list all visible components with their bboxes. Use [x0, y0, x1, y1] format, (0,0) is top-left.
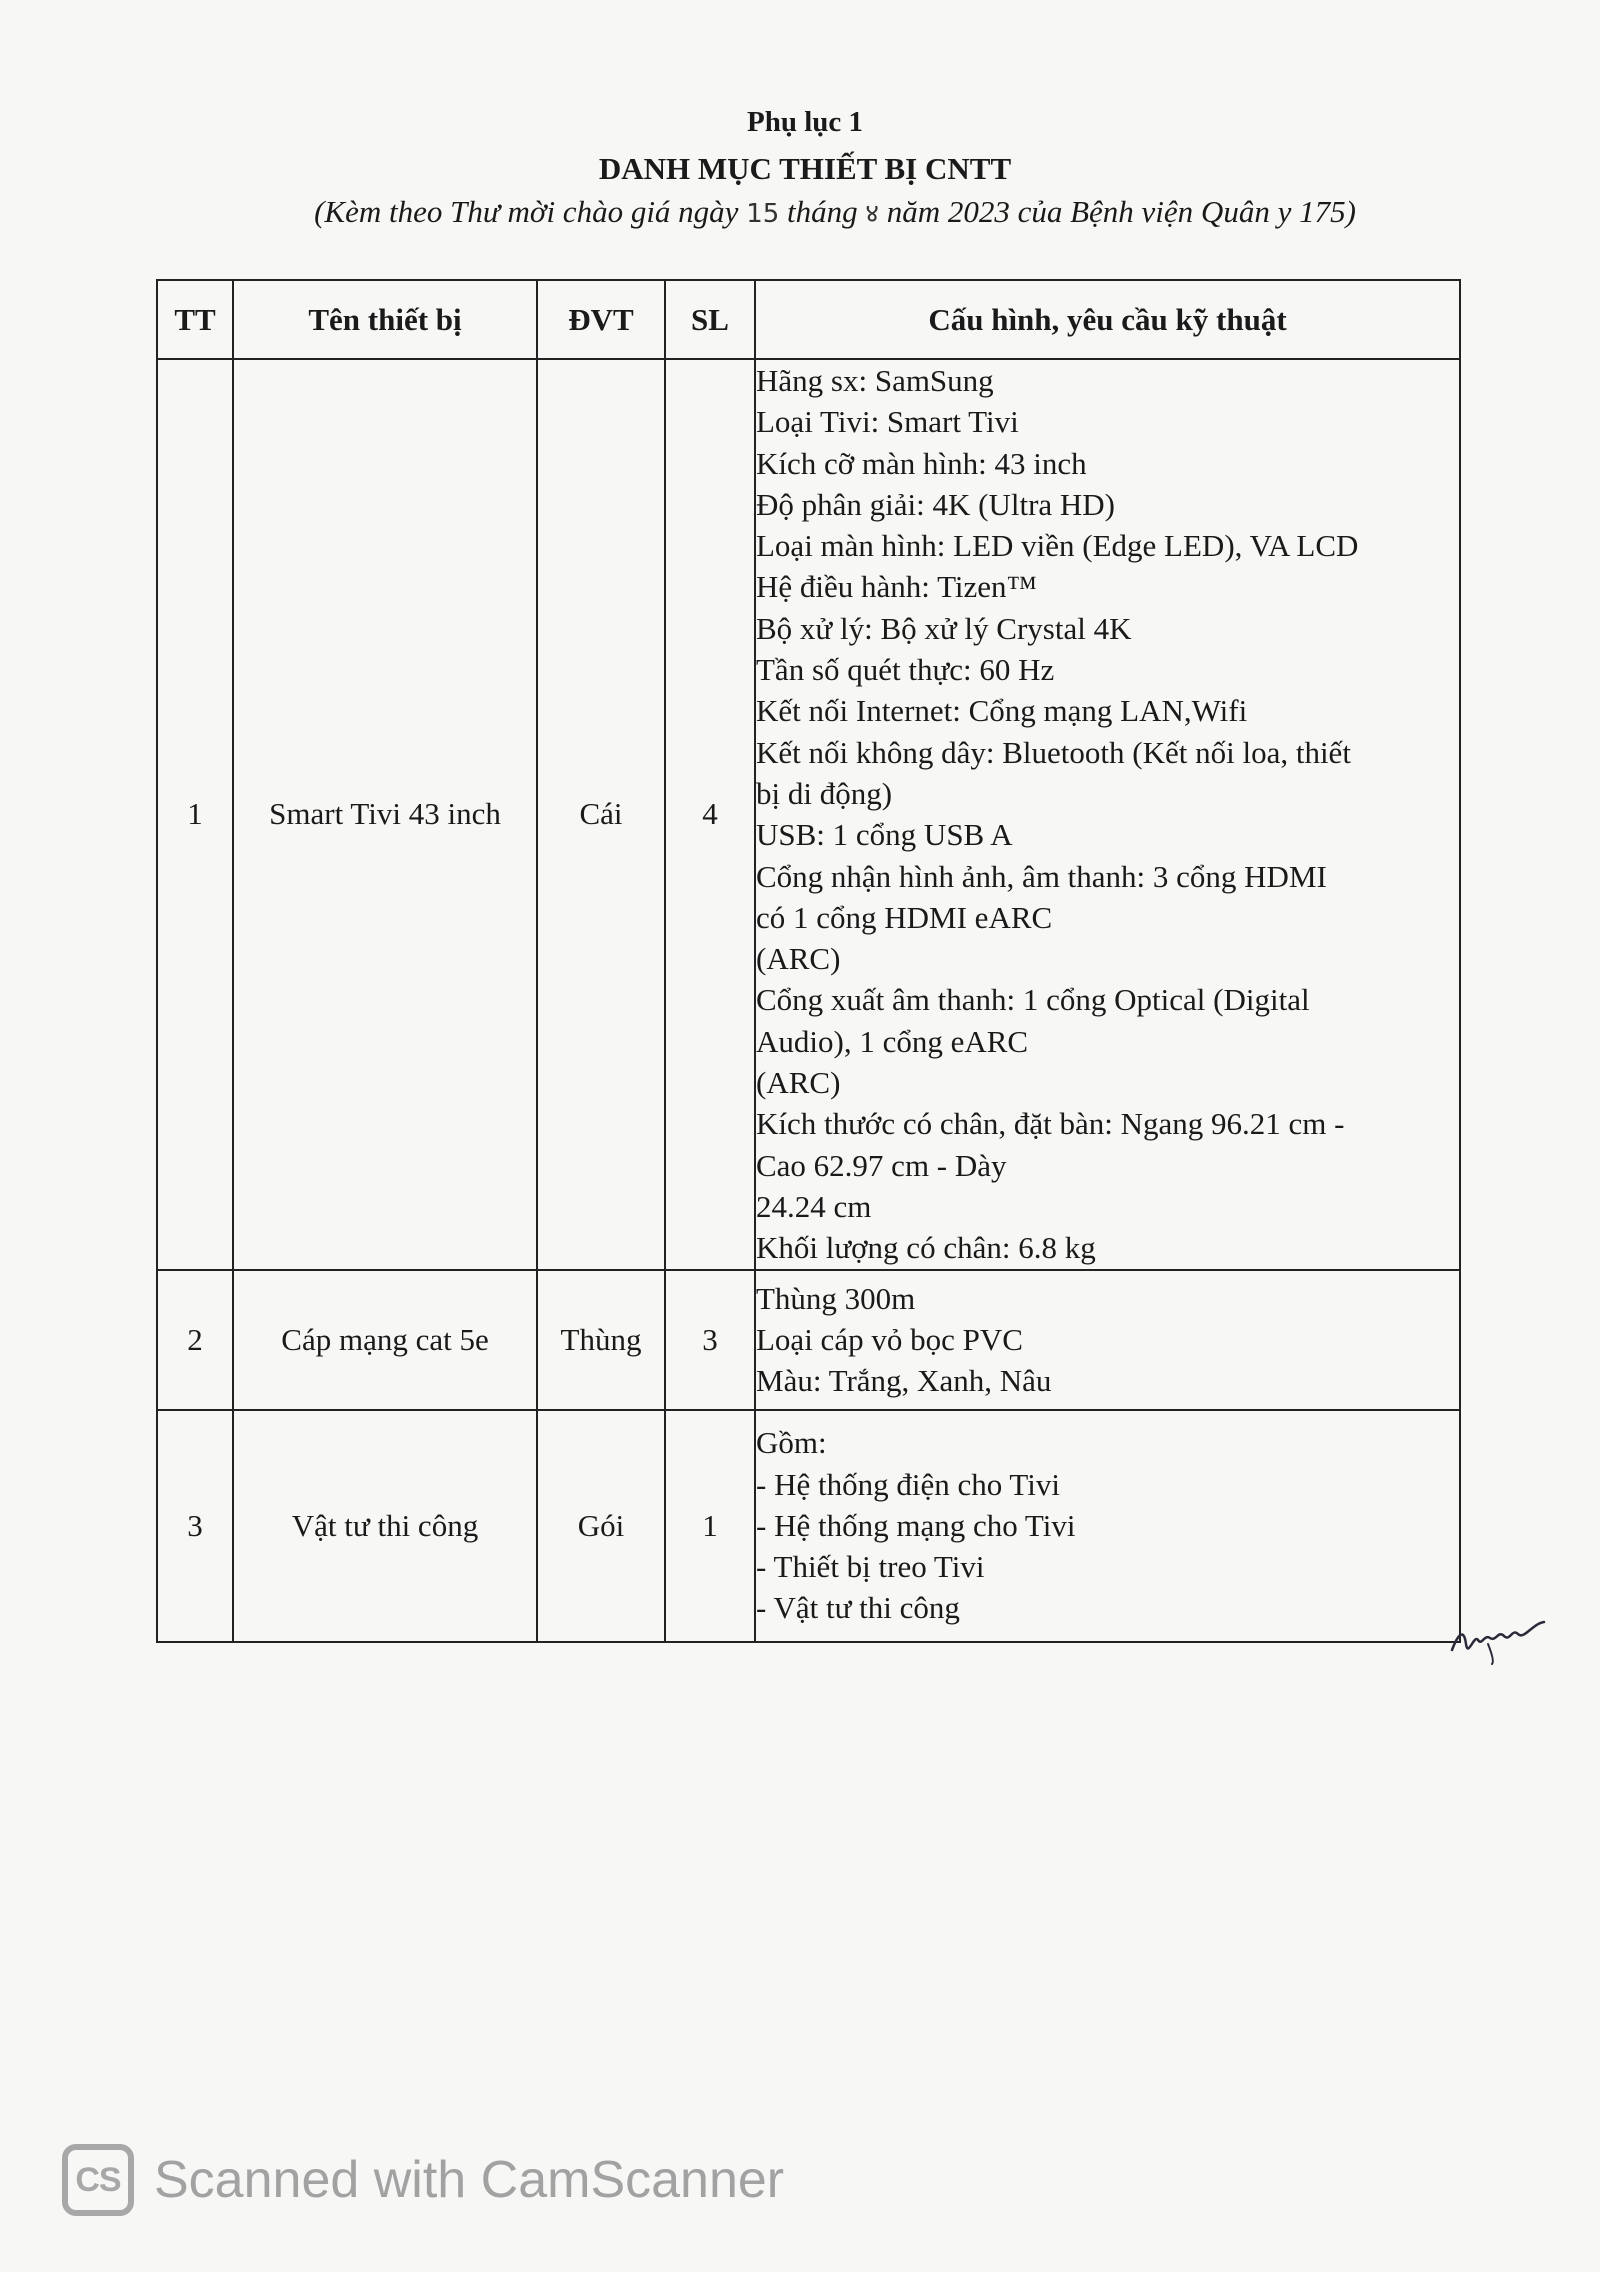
spec-line: Gồm:	[756, 1425, 827, 1461]
row-device-name: Smart Tivi 43 inch	[233, 359, 537, 1270]
table-row	[157, 1410, 1460, 1642]
appendix-label: Phụ lục 1	[746, 106, 864, 138]
row-device-name: Cáp mạng cat 5e	[233, 1270, 537, 1410]
document-subtitle	[35, 196, 1600, 227]
column-header-qty: SL	[665, 280, 755, 359]
handwritten-day: 15	[746, 199, 780, 229]
spec-line: USB: 1 cổng USB A	[756, 817, 1013, 853]
scanner-watermark	[62, 2144, 784, 2216]
row-tt: 3	[157, 1410, 233, 1642]
row-qty: 1	[665, 1410, 755, 1642]
spec-line: (ARC)	[756, 1065, 841, 1101]
spec-line: - Vật tư thi công	[756, 1590, 960, 1626]
row-qty: 4	[665, 359, 755, 1270]
spec-line: Tần số quét thực: 60 Hz	[756, 652, 1055, 688]
row-spec	[755, 1410, 1460, 1642]
subtitle-open-paren: (	[314, 194, 325, 229]
spec-line: Loại màn hình: LED viền (Edge LED), VA LCD	[756, 528, 1359, 564]
spec-line: Kết nối không dây: Bluetooth (Kết nối loa, thiết	[756, 734, 1351, 770]
row-tt: 2	[157, 1270, 233, 1410]
table-row	[157, 1270, 1460, 1410]
spec-line: 24.24 cm	[756, 1188, 872, 1224]
spec-line: - Thiết bị treo Tivi	[756, 1549, 985, 1585]
spec-line: Bộ xử lý: Bộ xử lý Crystal 4K	[756, 610, 1132, 646]
spec-line: Kết nối Internet: Cổng mạng LAN,Wifi	[756, 693, 1248, 729]
spec-line: Màu: Trắng, Xanh, Nâu	[756, 1363, 1052, 1399]
spec-line: Loại cáp vỏ bọc PVC	[756, 1321, 1023, 1357]
spec-line: bị di động)	[756, 775, 893, 811]
spec-line: Thùng 300m	[756, 1280, 916, 1316]
row-unit: Gói	[537, 1410, 665, 1642]
subtitle-part2: tháng	[787, 194, 858, 229]
row-tt: 1	[157, 359, 233, 1270]
subtitle-part1: Kèm theo Thư mời chào giá ngày	[324, 194, 739, 229]
row-unit: Thùng	[537, 1270, 665, 1410]
spec-line: Cao 62.97 cm - Dày	[756, 1147, 1007, 1183]
column-header-tt: TT	[157, 280, 233, 359]
spec-line: - Hệ thống điện cho Tivi	[756, 1466, 1060, 1502]
column-header-name: Tên thiết bị	[233, 280, 537, 359]
scanner-text: Scanned with CamScanner	[154, 2151, 785, 2209]
spec-line: Khối lượng có chân: 6.8 kg	[756, 1230, 1096, 1266]
signature-mark	[1448, 1614, 1548, 1666]
column-header-spec: Cấu hình, yêu cầu kỹ thuật	[755, 280, 1460, 359]
row-spec	[755, 1270, 1460, 1410]
table-header-row	[157, 280, 1460, 359]
row-spec	[755, 359, 1460, 1270]
row-qty: 3	[665, 1270, 755, 1410]
spec-line: (ARC)	[756, 941, 841, 977]
spec-line: Hãng sx: SamSung	[756, 363, 994, 398]
spec-line: Cổng xuất âm thanh: 1 cổng Optical (Digital	[756, 982, 1310, 1018]
equipment-table	[156, 279, 1461, 1643]
row-unit: Cái	[537, 359, 665, 1270]
camscanner-logo: CS	[62, 2144, 134, 2216]
spec-line: có 1 cổng HDMI eARC	[756, 899, 1053, 935]
document-title: DANH MỤC THIẾT BỊ CNTT	[598, 151, 1012, 186]
spec-line: Loại Tivi: Smart Tivi	[756, 404, 1019, 440]
column-header-unit: ĐVT	[537, 280, 665, 359]
spec-line: Hệ điều hành: Tizen™	[756, 569, 1037, 605]
spec-line: Audio), 1 cổng eARC	[756, 1023, 1029, 1059]
spec-line: - Hệ thống mạng cho Tivi	[756, 1507, 1076, 1543]
spec-line: Kích thước có chân, đặt bàn: Ngang 96.21 cm -	[756, 1106, 1345, 1142]
handwritten-month: ४	[865, 199, 879, 229]
spec-line: Cổng nhận hình ảnh, âm thanh: 3 cổng HDMI	[756, 858, 1327, 894]
spec-line: Độ phân giải: 4K (Ultra HD)	[756, 486, 1115, 522]
row-device-name: Vật tư thi công	[233, 1410, 537, 1642]
subtitle-part3: năm 2023 của Bệnh viện Quân y 175)	[886, 194, 1356, 229]
table-row	[157, 359, 1460, 1270]
spec-line: Kích cỡ màn hình: 43 inch	[756, 445, 1087, 481]
